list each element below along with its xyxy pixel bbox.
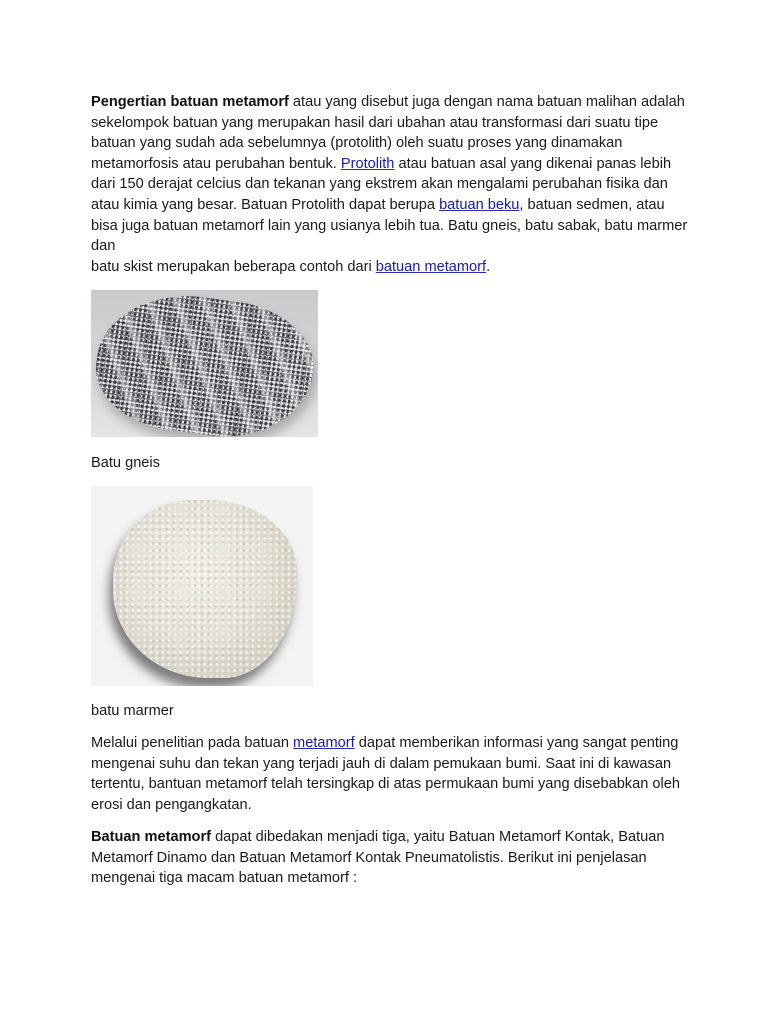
paragraph-text: batu skist merupakan beberapa contoh dari	[91, 258, 376, 275]
link-batuan-metamorf[interactable]: batuan metamorf	[375, 258, 487, 275]
gneiss-caption: Batu gneis	[91, 455, 160, 471]
marble-image	[91, 486, 313, 686]
paragraph-definition	[91, 92, 691, 277]
paragraph-text: Melalui penelitian pada batuan	[91, 735, 294, 751]
marble-caption: batu marmer	[91, 703, 174, 719]
marble-rock-shape	[113, 500, 297, 678]
gneiss-image	[91, 290, 318, 437]
gneiss-rock-shape	[91, 290, 318, 437]
paragraph-types	[91, 827, 691, 889]
paragraph-text: , batuan sedmen, atau bisa juga batuan metamorf lain yang usianya lebih tua. Batu gneis, batu sabak, batu marmer dan	[91, 196, 688, 255]
link-batuan-beku[interactable]: batuan beku	[439, 196, 520, 213]
bold-lead-term: Pengertian batuan metamorf	[91, 94, 289, 110]
link-protolith[interactable]: Protolith	[340, 155, 395, 172]
paragraph-text: dapat dibedakan menjadi tiga, yaitu Batuan Metamorf Kontak, Batuan Metamorf Dinamo dan Batuan Metamorf Kontak Pneumatolistis. Berikut ini penjelasan mengenai tiga macam batuan metamorf :	[91, 829, 665, 887]
paragraph-text: atau batuan asal yang dikenai panas lebih dari 150 derajat celcius dan tekanan yang ekstrem akan mengalami perubahan fisika dan atau kimia yang besar. Batuan Protolith dapat berupa	[91, 155, 672, 213]
paragraph-research	[91, 733, 691, 815]
paragraph-text: dapat memberikan informasi yang sangat penting mengenai suhu dan tekan yang terjadi jauh di dalam pemukaan bumi. Saat ini di kawasan tertentu, bantuan metamorf telah tersingkap di atas permukaan bumi yang disebabkan oleh erosi dan pengangkatan.	[91, 735, 680, 813]
paragraph-text: atau yang disebut juga dengan nama batuan malihan adalah sekelompok batuan yang merupakan hasil dari ubahan atau transformasi dari suatu tipe batuan yang sudah ada sebelumnya (protolith) oleh suatu proses yang dinamakan metamorfosis atau perubahan bentuk.	[91, 94, 685, 172]
link-metamorf[interactable]: metamorf	[293, 735, 355, 751]
paragraph-text: .	[486, 258, 491, 275]
bold-lead-term: Batuan metamorf	[91, 829, 212, 845]
